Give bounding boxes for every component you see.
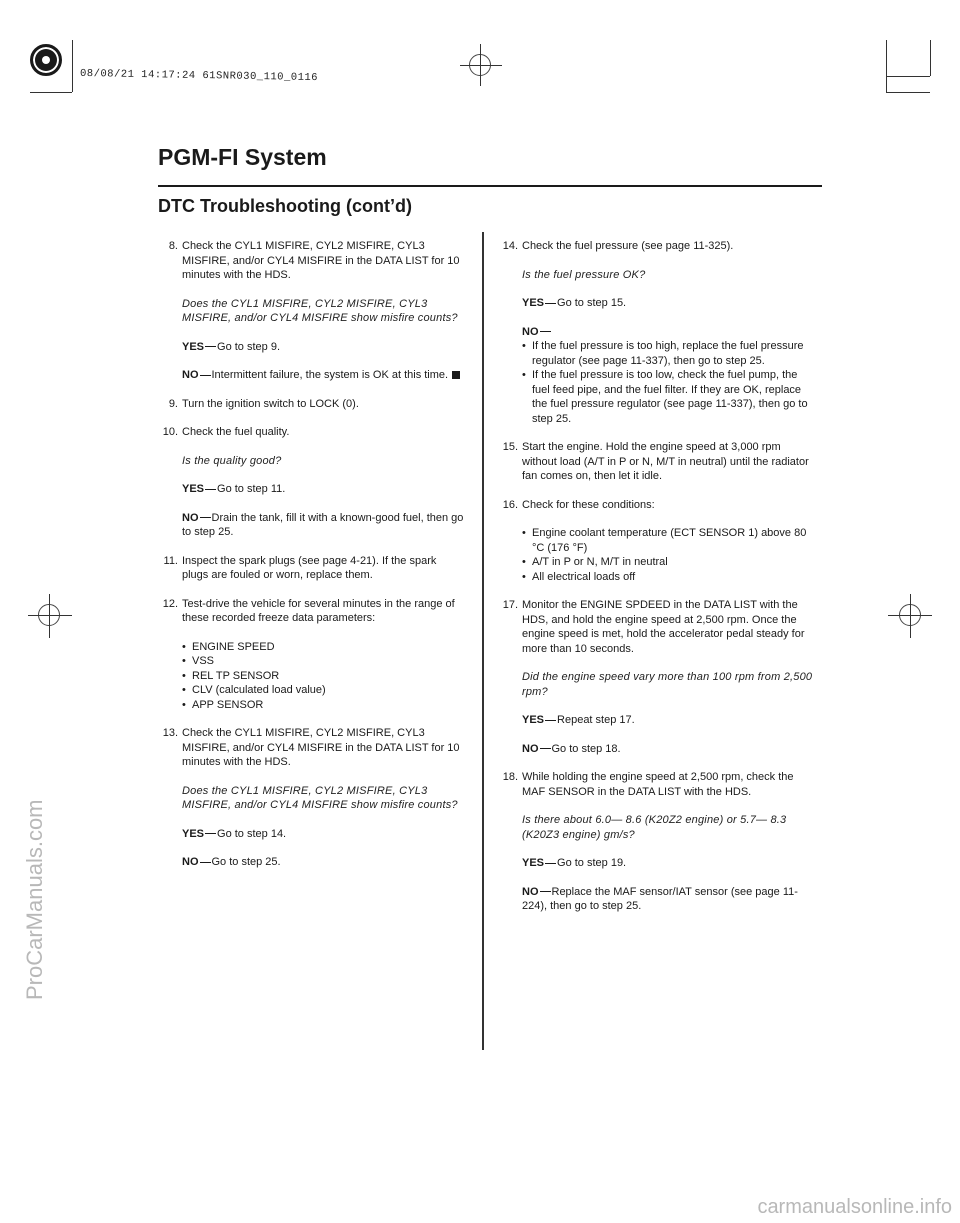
step-10-no: NO Drain the tank, fill it with a known-good fuel, then go to step 25. xyxy=(182,511,464,538)
registration-mark-icon xyxy=(30,44,62,76)
step-15: 15. Start the engine. Hold the engine speed at 3,000 rpm without load (A/T in P or N, M/T in neutral) until the radiator fan comes on, then let it idle. xyxy=(502,441,809,482)
step-10-yes: YES Go to step 11. xyxy=(182,483,286,495)
step-18: 18. While holding the engine speed at 2,500 rpm, check the MAF SENSOR in the DATA LIST with the HDS. xyxy=(502,771,794,798)
step-10: 10. Check the fuel quality. xyxy=(162,426,290,438)
step-12: 12. Test-drive the vehicle for several minutes in the range of these recorded freeze data parameters: xyxy=(162,597,455,624)
crop-mark xyxy=(910,594,911,638)
step-13-no: NO Go to step 25. xyxy=(182,856,281,868)
step-18-question: Is there about 6.0— 8.6 (K20Z2 engine) or 5.7— 8.3 (K20Z3 engine) gm/s? xyxy=(522,814,787,841)
step-13-yes: YES Go to step 14. xyxy=(182,827,287,840)
step-14-question: Is the fuel pressure OK? xyxy=(522,268,646,281)
right-column xyxy=(500,239,815,914)
crop-mark xyxy=(930,40,931,76)
step-10-question: Is the quality good? xyxy=(182,454,282,467)
list-item: • VSS xyxy=(182,655,215,667)
crop-mark xyxy=(460,65,502,66)
section-subtitle: DTC Troubleshooting (cont’d) xyxy=(158,196,412,216)
list-item: • Engine coolant temperature (ECT SENSOR 1) above 80 °C (176 °F) xyxy=(522,527,807,554)
crop-mark xyxy=(72,40,73,92)
step-12-bullets xyxy=(160,640,465,713)
step-9: 9. Turn the ignition switch to LOCK (0). xyxy=(168,397,359,410)
step-16-bullets xyxy=(500,526,815,584)
crop-mark xyxy=(28,615,72,616)
step-16: 16. Check for these conditions: xyxy=(502,498,655,511)
step-17: 17. Monitor the ENGINE SPDEED in the DATA LIST with the HDS, and hold the engine speed at 2,500 rpm. Once the engine speed is met, hold the accelerator pedal steady for more than 10 seconds. xyxy=(502,599,805,655)
step-17-yes: YES Repeat step 17. xyxy=(522,714,635,726)
side-watermark: ProCarManuals.com xyxy=(22,799,47,1000)
bottom-watermark: carmanualsonline.info xyxy=(757,1196,952,1218)
step-14: 14. Check the fuel pressure (see page 11-325). xyxy=(502,240,734,252)
crop-mark xyxy=(30,92,72,93)
crop-mark xyxy=(886,40,887,92)
step-18-no: NO Replace the MAF sensor/IAT sensor (see page 11-224), then go to step 25. xyxy=(522,885,798,912)
list-item: • If the fuel pressure is too low, check the fuel pump, the fuel feed pipe, and the fuel filter. If they are OK, replace the fuel pressure regulator (see page 11-337), then go to step 25. xyxy=(522,369,808,425)
title-rule xyxy=(158,185,822,187)
step-18-yes: YES Go to step 19. xyxy=(522,857,627,869)
list-item: • A/T in P or N, M/T in neutral xyxy=(522,556,668,568)
end-square-icon xyxy=(452,371,460,379)
list-item: • APP SENSOR xyxy=(182,698,264,711)
list-item: • If the fuel pressure is too high, replace the fuel pressure regulator (see page 11-337), then go to step 25. xyxy=(522,340,804,367)
step-11: 11. Inspect the spark plugs (see page 4-21). If the spark plugs are fouled or worn, replace them. xyxy=(163,554,437,581)
page-title: PGM-FI System xyxy=(158,144,327,170)
column-divider xyxy=(482,232,484,1050)
step-8-question: Does the CYL1 MISFIRE, CYL2 MISFIRE, CYL3 MISFIRE, and/or CYL4 MISFIRE show misfire counts? xyxy=(182,297,458,324)
crop-mark xyxy=(49,594,50,638)
crop-mark xyxy=(886,76,930,77)
list-item: • REL TP SENSOR xyxy=(182,669,280,682)
left-column xyxy=(160,239,465,870)
step-14-no: NO xyxy=(500,325,815,340)
list-item: • CLV (calculated load value) xyxy=(182,684,326,696)
step-17-question: Did the engine speed vary more than 100 rpm from 2,500 rpm? xyxy=(522,671,813,698)
step-8-yes: YES Go to step 9. xyxy=(182,340,280,353)
crop-mark xyxy=(886,92,930,93)
print-timestamp: 08/08/21 14:17:24 61SNR030_110_0116 xyxy=(79,67,319,85)
list-item: • ENGINE SPEED xyxy=(182,640,275,653)
step-14-no-bullets xyxy=(500,339,815,426)
step-17-no: NO Go to step 18. xyxy=(522,742,621,755)
step-13-question: Does the CYL1 MISFIRE, CYL2 MISFIRE, CYL3 MISFIRE, and/or CYL4 MISFIRE show misfire counts? xyxy=(182,784,458,811)
step-13: 13. Check the CYL1 MISFIRE, CYL2 MISFIRE, CYL3 MISFIRE, and/or CYL4 MISFIRE in the DATA LIST for 10 minutes with the HDS. xyxy=(162,727,460,768)
step-14-yes: YES Go to step 15. xyxy=(522,297,627,309)
list-item: • All electrical loads off xyxy=(522,570,636,583)
step-8-no: NO Intermittent failure, the system is OK at this time. xyxy=(160,368,465,383)
step-8: 8. Check the CYL1 MISFIRE, CYL2 MISFIRE, CYL3 MISFIRE, and/or CYL4 MISFIRE in the DATA LIST for 10 minutes with the HDS. xyxy=(168,240,460,281)
